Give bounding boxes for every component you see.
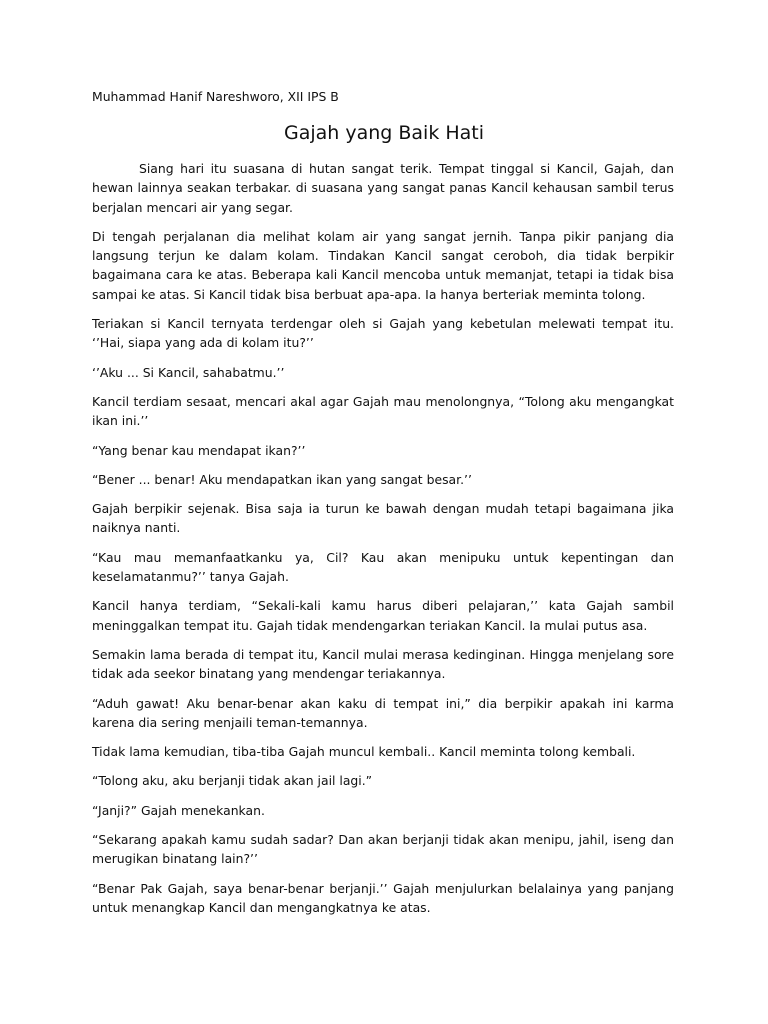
author-line: Muhammad Hanif Nareshworo, XII IPS B [92, 89, 339, 104]
paragraph: “Janji?” Gajah menekankan. [92, 802, 265, 818]
story-body [92, 159, 674, 927]
paragraph: “Tolong aku, aku berjanji tidak akan jail lagi.” [92, 773, 373, 789]
paragraph: Di tengah perjalanan dia melihat kolam air yang sangat jernih. Tanpa pikir panjang dia langsung terjun ke dalam kolam. Tindakan Kancil sangat ceroboh, dia tidak berpikir bagaimana cara ke atas. Beberapa kali Kancil mencoba untuk memanjat, tetapi ia tidak bisa sampai ke atas. Si Kancil tidak bisa berbuat apa-apa. Ia hanya berteriak meminta tolong. [92, 228, 674, 302]
paragraph: Tidak lama kemudian, tiba-tiba Gajah muncul kembali.. Kancil meminta tolong kembali. [92, 744, 636, 760]
paragraph: Semakin lama berada di tempat itu, Kancil mulai merasa kedinginan. Hingga menjelang sore tidak ada seekor binatang yang mendengar teriakannya. [92, 646, 674, 682]
paragraph: Gajah berpikir sejenak. Bisa saja ia turun ke bawah dengan mudah tetapi bagaimana jika naiknya nanti. [92, 501, 674, 536]
paragraph: Kancil terdiam sesaat, mencari akal agar Gajah mau menolongnya, “Tolong aku mengangkat ikan ini.’’ [92, 393, 674, 429]
paragraph: Kancil hanya terdiam, “Sekali-kali kamu harus diberi pelajaran,’’ kata Gajah sambil meninggalkan tempat itu. Gajah tidak mendengarkan teriakan Kancil. Ia mulai putus asa. [92, 598, 674, 633]
paragraph: “Sekarang apakah kamu sudah sadar? Dan akan berjanji tidak akan menipu, jahil, iseng dan merugikan binatang lain?’’ [92, 832, 674, 867]
paragraph: Siang hari itu suasana di hutan sangat terik. Tempat tinggal si Kancil, Gajah, dan hewan lainnya seakan terbakar. di suasana yang sangat panas Kancil kehausan sambil terus berjalan mencari air yang segar. [92, 161, 674, 215]
paragraph: “Bener ... benar! Aku mendapatkan ikan yang sangat besar.’’ [92, 471, 472, 487]
paragraph: “Kau mau memanfaatkanku ya, Cil? Kau akan menipuku untuk kepentingan dan keselamatanmu?’’ tanya Gajah. [92, 549, 674, 585]
paragraph: “Yang benar kau mendapat ikan?’’ [92, 442, 306, 458]
paragraph: “Benar Pak Gajah, saya benar-benar berjanji.’’ Gajah menjulurkan belalainya yang panjang untuk menangkap Kancil dan mengangkatnya ke atas. [92, 880, 674, 915]
paragraph: Teriakan si Kancil ternyata terdengar oleh si Gajah yang kebetulan melewati tempat itu. ‘’Hai, siapa yang ada di kolam itu?’’ [92, 316, 674, 351]
paragraph: “Aduh gawat! Aku benar-benar akan kaku di tempat ini,” dia berpikir apakah ini karma karena dia sering menjaili teman-temannya. [92, 695, 674, 730]
document-title: Gajah yang Baik Hati [283, 122, 485, 144]
paragraph: ‘’Aku ... Si Kancil, sahabatmu.’’ [92, 364, 285, 380]
